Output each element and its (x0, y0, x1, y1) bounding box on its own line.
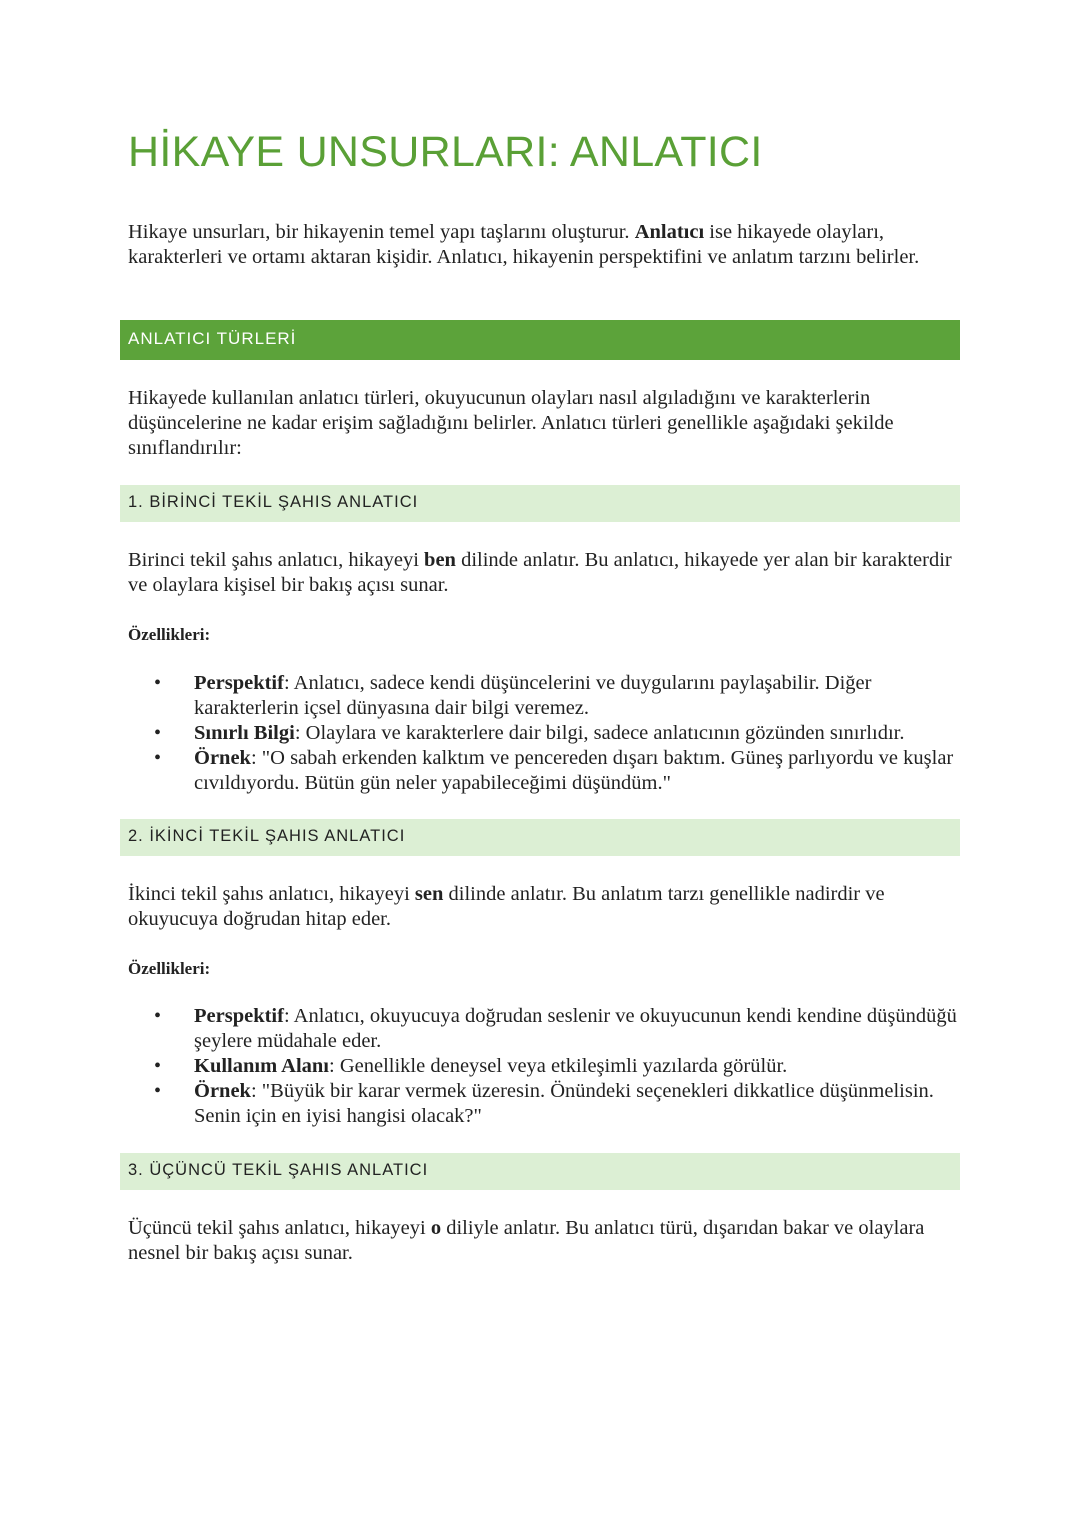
intro-text-cont: ise hikayede olayları, karakterleri ve ortamı aktaran kişidir. Anlatıcı, hikayenin perspektifini ve anlatım tarzını belirler. (128, 221, 920, 268)
desc-bold-term: o (430, 1217, 442, 1239)
bullet-icon: • (154, 722, 162, 744)
intro-paragraph (128, 220, 958, 270)
feature-text: : Olaylara ve karakterlere dair bilgi, sadece anlatıcının gözünden sınırlıdır. (294, 722, 905, 744)
desc-text-cont: diliyle anlatır. Bu anlatıcı türü, dışarıdan bakar ve olaylara nesnel bir bakış açısı sunar. (128, 1217, 925, 1264)
list-item (128, 1079, 958, 1129)
desc-text-cont: dilinde anlatır. Bu anlatıcı, hikayede yer alan bir karakterdir ve olaylara kişisel bir bakış açısı sunar. (128, 549, 952, 596)
subsection-header-second-person (120, 819, 960, 856)
feature-term: Perspektif (194, 1005, 284, 1027)
desc-text-cont: dilinde anlatır. Bu anlatım tarzı genellikle nadirdir ve okuyucuya doğrudan hitap eder. (128, 883, 885, 930)
feature-text: : "O sabah erkenden kalktım ve pencereden dışarı baktım. Güneş parlıyordu ve kuşlar cıvıldıyordu. Bütün gün neler yapabileceğimi düşündüm." (194, 747, 954, 794)
subsection-header-third-person (120, 1153, 960, 1190)
feature-term: Örnek (194, 747, 251, 769)
desc-text: İkinci tekil şahıs anlatıcı, hikayeyi (128, 883, 415, 905)
feature-text: : Anlatıcı, sadece kendi düşüncelerini ve duygularını paylaşabilir. Diğer karakterlerin içsel dünyasına dair bilgi veremez. (194, 672, 872, 719)
desc-bold-term: ben (424, 549, 456, 571)
features-label: Özellikleri: (128, 959, 211, 978)
section-header-bar (120, 320, 960, 360)
bullet-icon: • (154, 747, 162, 769)
desc-text: Birinci tekil şahıs anlatıcı, hikayeyi (128, 549, 425, 571)
second-person-description (128, 882, 958, 932)
list-item (128, 671, 958, 721)
subsection-title: 3. ÜÇÜNCÜ TEKİL ŞAHIS ANLATICI (128, 1161, 429, 1179)
second-person-feature-list (128, 1004, 958, 1129)
list-item (128, 1004, 958, 1054)
feature-term: Perspektif (194, 672, 284, 694)
subsection-header-first-person (120, 485, 960, 522)
third-person-description (128, 1216, 958, 1266)
list-item (128, 746, 958, 796)
first-person-feature-list (128, 671, 958, 796)
desc-text: Üçüncü tekil şahıs anlatıcı, hikayeyi (128, 1217, 431, 1239)
intro-bold-term: Anlatıcı (634, 221, 705, 243)
subsection-title: 2. İKİNCİ TEKİL ŞAHIS ANLATICI (128, 827, 406, 845)
feature-text: : "Büyük bir karar vermek üzeresin. Önündeki seçenekleri dikkatlice düşünmelisin. Senin için en iyisi hangisi olacak?" (194, 1080, 934, 1127)
feature-term: Kullanım Alanı (194, 1055, 330, 1077)
section-header-title: ANLATICI TÜRLERİ (128, 329, 297, 348)
first-person-description (128, 548, 958, 598)
feature-term: Sınırlı Bilgi (194, 722, 295, 744)
features-label: Özellikleri: (128, 625, 211, 644)
feature-term: Örnek (194, 1080, 251, 1102)
subsection-title: 1. BİRİNCİ TEKİL ŞAHIS ANLATICI (128, 493, 419, 511)
feature-text: : Genellikle deneysel veya etkileşimli yazılarda görülür. (329, 1055, 788, 1077)
bullet-icon: • (154, 1055, 162, 1077)
intro-text: Hikaye unsurları, bir hikayenin temel yapı taşlarını oluşturur. (128, 221, 635, 243)
bullet-icon: • (154, 1005, 162, 1027)
page-title: HİKAYE UNSURLARI: ANLATICI (128, 128, 763, 176)
bullet-icon: • (154, 1080, 162, 1102)
feature-text: : Anlatıcı, okuyucuya doğrudan seslenir ve okuyucunun kendi kendine düşündüğü şeylere müdahale eder. (194, 1005, 957, 1052)
desc-bold-term: sen (414, 883, 444, 905)
list-item (128, 1054, 958, 1079)
types-intro-paragraph: Hikayede kullanılan anlatıcı türleri, okuyucunun olayları nasıl algıladığını ve karakterlerin düşüncelerine ne kadar erişim sağladığını belirler. Anlatıcı türleri genellikle aşağıdaki şekilde sınıflandırılır: (128, 387, 894, 459)
bullet-icon: • (154, 672, 162, 694)
list-item (128, 721, 958, 746)
